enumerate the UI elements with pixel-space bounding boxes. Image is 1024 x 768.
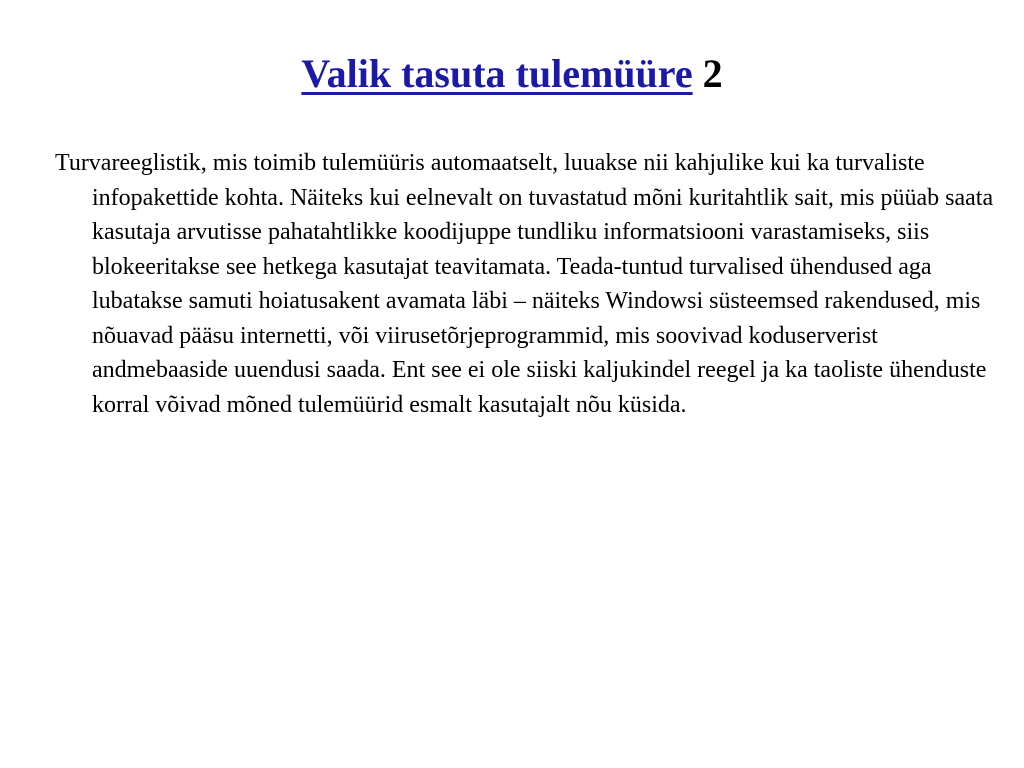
slide-title [0, 50, 1024, 98]
body-paragraph: Turvareeglistik, mis toimib tulemüüris automaatselt, luuakse nii kahjulike kui ka turvaliste infopakettide kohta. Näiteks kui eelnevalt on tuvastatud mõni kuritahtlik sait, mis püüab saata kasutaja arvutisse pahatahtlikke koodijuppe tundliku informatsiooni varastamiseks, siis blokeeritakse see hetkega kasutajat teavitamata. Teada-tuntud turvalised ühendused aga lubatakse samuti hoiatusakent avamata läbi – näiteks Windowsi süsteemsed rakendused, mis nõuavad pääsu internetti, või viirusetõrjeprogrammid, mis soovivad koduserverist andmebaaside uuendusi saada. Ent see ei ole siiski kaljukindel reegel ja ka taoliste ühenduste korral võivad mõned tulemüürid esmalt kasutajalt nõu küsida. [55, 150, 994, 418]
title-suffix: 2 [702, 51, 723, 96]
title-link[interactable]: Valik tasuta tulemüüre [301, 51, 693, 96]
